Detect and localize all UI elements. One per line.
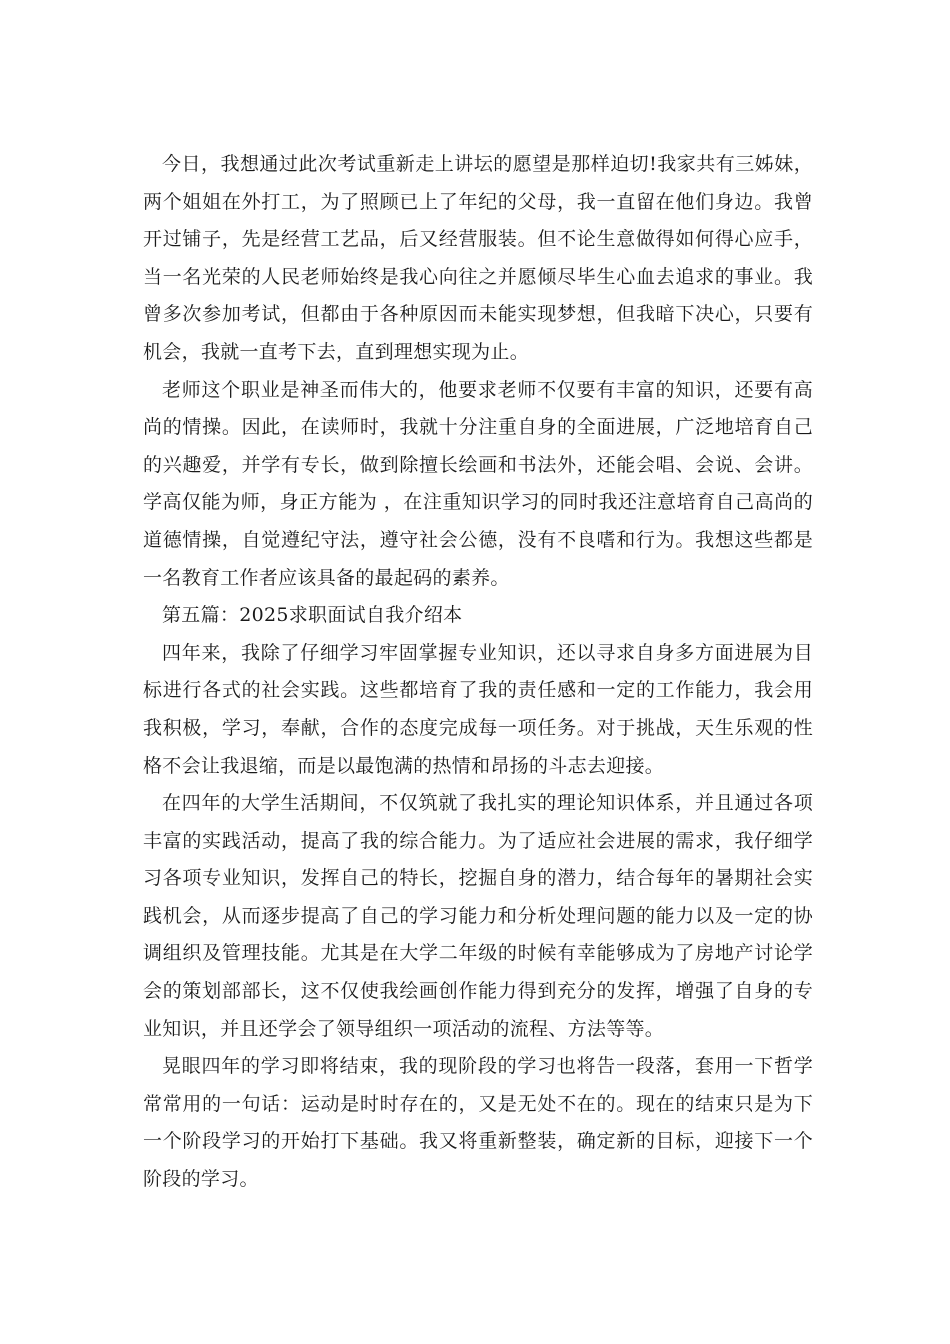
paragraph-teacher-profession: 老师这个职业是神圣而伟大的，他要求老师不仅要有丰富的知识，还要有高尚的情操。因此，在读师时，我就十分注重自身的全面进展，广泛地培育自己的兴趣爱，并学有专长，做到除擅长绘画和书法外，还能会唱、会说、会讲。学高仅能为师，身正方能为 ，在注重知识学习的同时我还注意培育自己高尚的道德情操，自觉遵纪守法，遵守社会公德，没有不良嗜和行为。我想这些都是一名教育工作者应该具备的最起码的素养。 (143, 378, 813, 589)
paragraph-four-years: 四年来，我除了仔细学习牢固掌握专业知识，还以寻求自身多方面进展为目标进行各式的社会实践。这些都培育了我的责任感和一定的工作能力，我会用我积极，学习，奉献，合作的态度完成每一项任务。对于挑战，天生乐观的性格不会让我退缩，而是以最饱满的热情和昂扬的斗志去迎接。 (143, 641, 813, 777)
paragraph-university-life: 在四年的大学生活期间，不仅筑就了我扎实的理论知识体系，并且通过各项丰富的实践活动，提高了我的综合能力。为了适应社会进展的需求，我仔细学习各项专业知识，发挥自己的特长，挖掘自身的潜力，结合每年的暑期社会实践机会，从而逐步提高了自己的学习能力和分析处理问题的能力以及一定的协调组织及管理技能。尤其是在大学二年级的时候有幸能够成为了房地产讨论学会的策划部部长，这不仅使我绘画创作能力得到充分的发挥，增强了自身的专业知识，并且还学会了领导组织一项活动的流程、方法等等。 (143, 792, 813, 1040)
document-body (143, 146, 813, 1199)
paragraph-exam-wish: 今日，我想通过此次考试重新走上讲坛的愿望是那样迫切!我家共有三姊妹，两个姐姐在外打工，为了照顾已上了年纪的父母，我一直留在他们身边。我曾开过铺子，先是经营工艺品，后又经营服装。但不论生意做得如何得心应手，当一名光荣的人民老师始终是我心向往之并愿倾尽毕生心血去追求的事业。我曾多次参加考试，但都由于各种原因而未能实现梦想，但我暗下决心，只要有机会，我就一直考下去，直到理想实现为止。 (143, 153, 813, 363)
section-heading: 第五篇：2025求职面试自我介绍本 (162, 604, 463, 627)
paragraph-closing: 晃眼四年的学习即将结束，我的现阶段的学习也将告一段落，套用一下哲学常常用的一句话：运动是时时存在的，又是无处不在的。现在的结束只是为下一个阶段学习的开始打下基础。我又将重新整装，确定新的目标，迎接下一个阶段的学习。 (143, 1055, 813, 1191)
